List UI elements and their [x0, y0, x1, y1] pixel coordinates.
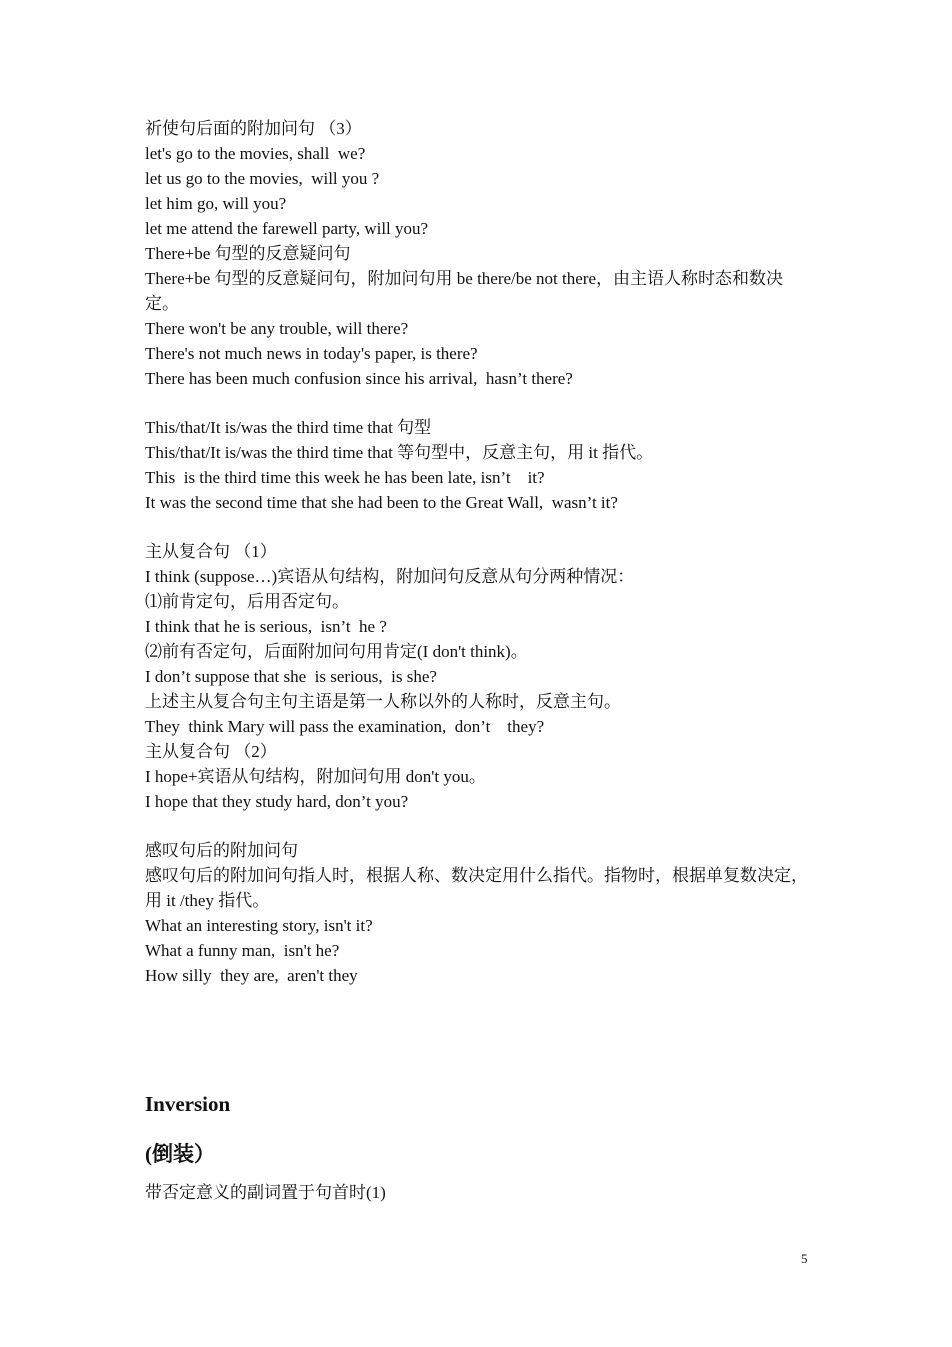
note-line: 上述主从复合句主句主语是第一人称以外的人称时，反意主句。: [145, 692, 621, 711]
inversion-subtitle: (倒装）: [145, 1142, 215, 1166]
heading-complex-1: 主从复合句 （1）: [145, 542, 277, 561]
section-gap: [145, 988, 815, 1090]
rule-complex-2: I hope+宾语从句结构，附加问句用 don't you。: [145, 767, 486, 786]
paragraph-gap: [145, 391, 815, 415]
example-line: What a funny man, isn't he?: [145, 941, 340, 960]
example-line: let him go, will you?: [145, 194, 287, 213]
example-line: let's go to the movies, shall we?: [145, 144, 366, 163]
heading-exclamation: 感叹句后的附加问句: [145, 841, 298, 860]
rule-there-be: There+be 句型的反意疑问句，附加问句用 be there/be not there，由主语人称时态和数决定。: [145, 269, 784, 313]
paragraph-gap: [145, 814, 815, 838]
heading-there-be: There+be 句型的反意疑问句: [145, 244, 351, 263]
case-line: ⑴前肯定句，后用否定句。: [145, 592, 349, 611]
example-line: How silly they are, aren't they: [145, 966, 358, 985]
page-number: 5: [801, 1251, 808, 1266]
heading-third-time: This/that/It is/was the third time that 句型: [145, 418, 432, 437]
heading-imperative-tag: 祈使句后面的附加问句 （3）: [145, 119, 362, 138]
example-line: It was the second time that she had been to the Great Wall, wasn’t it?: [145, 493, 618, 512]
example-line: There won't be any trouble, will there?: [145, 319, 409, 338]
example-line: let me attend the farewell party, will you?: [145, 219, 429, 238]
example-line: let us go to the movies, will you ?: [145, 169, 380, 188]
heading-complex-2: 主从复合句 （2）: [145, 742, 277, 761]
example-line: What an interesting story, isn't it?: [145, 916, 373, 935]
inversion-first-topic: 带否定意义的副词置于句首时(1): [145, 1183, 386, 1202]
example-line: This is the third time this week he has been late, isn’t it?: [145, 468, 545, 487]
inversion-title: Inversion: [145, 1092, 231, 1116]
example-line: I hope that they study hard, don’t you?: [145, 792, 409, 811]
rule-third-time: This/that/It is/was the third time that 等句型中，反意主句，用 it 指代。: [145, 443, 654, 462]
paragraph-gap: [145, 515, 815, 539]
example-line: I don’t suppose that she is serious, is she?: [145, 667, 437, 686]
rule-exclamation: 感叹句后的附加问句指人时，根据人称、数决定用什么指代。指物时，根据单复数决定，用 it /they 指代。: [145, 866, 808, 910]
example-line: There's not much news in today's paper, is there?: [145, 344, 478, 363]
case-line: ⑵前有否定句，后面附加问句用肯定(I don't think)。: [145, 642, 528, 661]
example-line: There has been much confusion since his arrival, hasn’t there?: [145, 369, 573, 388]
page-content: [145, 116, 815, 1205]
example-line: They think Mary will pass the examination, don’t they?: [145, 717, 545, 736]
rule-complex-1: I think (suppose…)宾语从句结构，附加问句反意从句分两种情况：: [145, 567, 635, 586]
example-line: I think that he is serious, isn’t he ?: [145, 617, 387, 636]
